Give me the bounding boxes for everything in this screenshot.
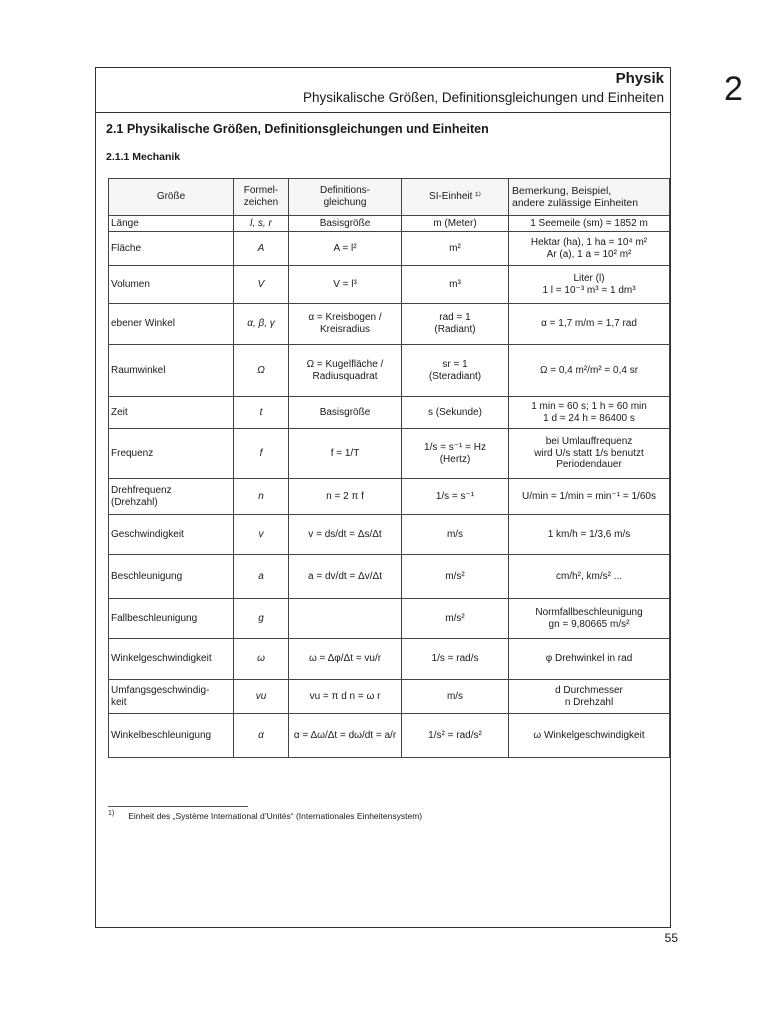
quantity-name-cell: ebener Winkel (109, 304, 234, 345)
si-unit-cell: m (Meter) (402, 216, 509, 232)
footnote (108, 810, 422, 821)
table-row (109, 639, 670, 680)
definition-equation-cell: a = dv/dt = Δv/Δt (289, 555, 402, 599)
si-unit-cell: 1/s = rad/s (402, 639, 509, 680)
si-unit-cell: m/s² (402, 599, 509, 639)
mechanics-table (108, 178, 670, 758)
formula-symbol-cell: V (234, 266, 289, 304)
table-row (109, 479, 670, 515)
remark-cell: Ω = 0,4 m²/m² = 0,4 sr (509, 345, 670, 397)
formula-symbol-cell: l, s, r (234, 216, 289, 232)
header-title: Physik (615, 70, 664, 87)
remark-cell: 1 km/h = 1/3,6 m/s (509, 515, 670, 555)
subsection-title: 2.1.1 Mechanik (106, 151, 181, 163)
formula-symbol-cell: v (234, 515, 289, 555)
definition-equation-cell: A = l² (289, 232, 402, 266)
remark-cell: α = 1,7 m/m = 1,7 rad (509, 304, 670, 345)
si-unit-cell: sr = 1 (Steradiant) (402, 345, 509, 397)
formula-symbol-cell: t (234, 397, 289, 429)
column-header: SI-Einheit ¹⁾ (402, 179, 509, 216)
quantity-name-cell: Fallbeschleunigung (109, 599, 234, 639)
quantity-name-cell: Raumwinkel (109, 345, 234, 397)
si-unit-cell: m³ (402, 266, 509, 304)
formula-symbol-cell: g (234, 599, 289, 639)
remark-cell: φ Drehwinkel in rad (509, 639, 670, 680)
definition-equation-cell: vu = π d n = ω r (289, 680, 402, 714)
remark-cell: Normfallbeschleunigung gn = 9,80665 m/s² (509, 599, 670, 639)
column-header: Größe (109, 179, 234, 216)
definition-equation-cell: Basisgröße (289, 216, 402, 232)
definition-equation-cell: Basisgröße (289, 397, 402, 429)
remark-cell: Hektar (ha), 1 ha = 10⁴ m² Ar (a), 1 a = 10² m² (509, 232, 670, 266)
formula-symbol-cell: a (234, 555, 289, 599)
page-number: 55 (664, 931, 678, 945)
column-header: Definitions- gleichung (289, 179, 402, 216)
footnote-marker: 1) (108, 810, 115, 817)
chapter-number: 2 (724, 70, 743, 108)
definition-equation-cell: α = Kreisbogen / Kreisradius (289, 304, 402, 345)
table-row (109, 555, 670, 599)
table-row (109, 216, 670, 232)
quantity-name-cell: Beschleunigung (109, 555, 234, 599)
quantity-name-cell: Fläche (109, 232, 234, 266)
si-unit-cell: 1/s² = rad/s² (402, 714, 509, 758)
table-row (109, 304, 670, 345)
formula-symbol-cell: A (234, 232, 289, 266)
definition-equation-cell: f = 1/T (289, 429, 402, 479)
quantity-name-cell: Zeit (109, 397, 234, 429)
quantity-name-cell: Volumen (109, 266, 234, 304)
definition-equation-cell: n = 2 π f (289, 479, 402, 515)
remark-cell: cm/h², km/s² ... (509, 555, 670, 599)
footnote-rule (108, 806, 248, 807)
column-header: Bemerkung, Beispiel, andere zulässige Einheiten (509, 179, 670, 216)
remark-cell: U/min = 1/min = min⁻¹ = 1/60s (509, 479, 670, 515)
si-unit-cell: m/s² (402, 555, 509, 599)
table-row (109, 714, 670, 758)
definition-equation-cell: V = l³ (289, 266, 402, 304)
si-unit-cell: 1/s = s⁻¹ = Hz (Hertz) (402, 429, 509, 479)
quantity-name-cell: Drehfrequenz (Drehzahl) (109, 479, 234, 515)
table-row (109, 345, 670, 397)
quantity-name-cell: Frequenz (109, 429, 234, 479)
si-unit-cell: s (Sekunde) (402, 397, 509, 429)
si-unit-cell: m/s (402, 680, 509, 714)
header-rule (95, 112, 671, 113)
table-row (109, 515, 670, 555)
remark-cell: 1 min = 60 s; 1 h = 60 min 1 d = 24 h = 86400 s (509, 397, 670, 429)
quantity-name-cell: Geschwindigkeit (109, 515, 234, 555)
remark-cell: bei Umlauffrequenz wird U/s statt 1/s benutzt Periodendauer (509, 429, 670, 479)
quantity-name-cell: Umfangsgeschwindig- keit (109, 680, 234, 714)
table-row (109, 429, 670, 479)
definition-equation-cell: ω = Δφ/Δt = vu/r (289, 639, 402, 680)
formula-symbol-cell: n (234, 479, 289, 515)
si-unit-cell: m/s (402, 515, 509, 555)
table-row (109, 397, 670, 429)
table-row (109, 232, 670, 266)
remark-cell: d Durchmesser n Drehzahl (509, 680, 670, 714)
formula-symbol-cell: vu (234, 680, 289, 714)
quantity-name-cell: Winkelbeschleunigung (109, 714, 234, 758)
footnote-text: Einheit des „Système International d’Unités“ (Internationales Einheitensystem) (128, 810, 423, 821)
formula-symbol-cell: ω (234, 639, 289, 680)
formula-symbol-cell: Ω (234, 345, 289, 397)
definition-equation-cell: Ω = Kugelfläche / Radiusquadrat (289, 345, 402, 397)
remark-cell: 1 Seemeile (sm) = 1852 m (509, 216, 670, 232)
definition-equation-cell: α = Δω/Δt = dω/dt = a/r (289, 714, 402, 758)
table-row (109, 599, 670, 639)
table-row (109, 266, 670, 304)
formula-symbol-cell: α (234, 714, 289, 758)
column-header: Formel- zeichen (234, 179, 289, 216)
definition-equation-cell (289, 599, 402, 639)
definition-equation-cell: v = ds/dt = Δs/Δt (289, 515, 402, 555)
remark-cell: Liter (l) 1 l = 10⁻³ m³ = 1 dm³ (509, 266, 670, 304)
si-unit-cell: rad = 1 (Radiant) (402, 304, 509, 345)
si-unit-cell: m² (402, 232, 509, 266)
formula-symbol-cell: α, β, γ (234, 304, 289, 345)
remark-cell: ω Winkelgeschwindigkeit (509, 714, 670, 758)
si-unit-cell: 1/s = s⁻¹ (402, 479, 509, 515)
table-header-row (109, 179, 670, 216)
table-row (109, 680, 670, 714)
section-title: 2.1 Physikalische Größen, Definitionsgleichungen und Einheiten (106, 122, 489, 136)
quantity-name-cell: Winkelgeschwindigkeit (109, 639, 234, 680)
header-subtitle: Physikalische Größen, Definitionsgleichungen und Einheiten (303, 90, 664, 105)
formula-symbol-cell: f (234, 429, 289, 479)
quantity-name-cell: Länge (109, 216, 234, 232)
